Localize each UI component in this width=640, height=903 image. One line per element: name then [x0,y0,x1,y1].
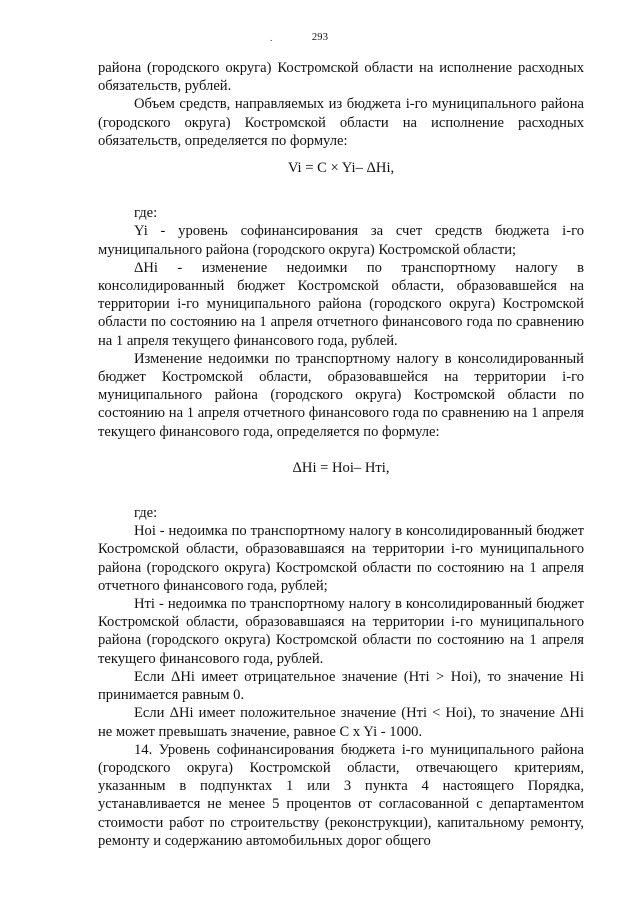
paragraph: Если ΔHi имеет отрицательное значение (Hтi > Hoi), то значение Hi принимается равным 0. [98,668,584,704]
formula: ΔHi = Hoi– Hтi, [292,459,390,476]
formula: Vi = C × Yi– ΔHi, [287,160,395,177]
where-label: где: [134,205,158,222]
paragraph: Hoi - недоимка по транспортному налогу в консолидированный бюджет Костромской области, образовавшаяся на территории i-го муниципального района (городского округа) Костромской области по состоянию на 1 апреля отчетного финансового года, рублей; [98,523,584,594]
paragraph: Объем средств, направляемых из бюджета i-го муниципального района (городского округа) Костромской области на исполнение расходных обязательств, определяется по формуле: [98,96,584,149]
page-number: 293 [311,32,329,43]
paragraph: Yi - уровень софинансирования за счет средств бюджета i-го муниципального района (городского округа) Костромской области; [98,223,584,258]
paragraph: Hтi - недоимка по транспортному налогу в консолидированный бюджет Костромской области, образовавшаяся на территории i-го муниципального района (городского округа) Костромской области по состоянию на 1 апреля текущего финансового года, рублей. [98,596,584,667]
paragraph: 14. Уровень софинансирования бюджета i-го муниципального района (городского округа) Костромской области, отвечающего критериям, указанным в подпунктах 1 или 3 пункта 4 настоящего Порядка, устанавливается не менее 5 процентов от согласованной с департаментом стоимости работ по строительству (реконструкции), капитальному ремонту, ремонту и содержанию автомобильных дорог общего [98,741,584,849]
paragraph: ΔHi - изменение недоимки по транспортному налогу в консолидированный бюджет Костромской области, образовавшейся на территории i-го муниципального района (городского округа) Костромской области по состоянию на 1 апреля отчетного финансового года по сравнению на 1 апреля текущего финансового года, рублей. [98,259,584,349]
where-label: где: [134,505,158,522]
paragraph: Если ΔHi имеет положительное значение (Hтi < Hoi), то значение ΔHi не может превышать значение, равное C x Yi - 1000. [98,705,584,740]
document-body [98,59,584,850]
paragraph: Изменение недоимки по транспортному налогу в консолидированный бюджет Костромской области, образовавшейся на территории i-го муниципального района (городского округа) Костромской области по состоянию на 1 апреля отчетного финансового года по сравнению на 1 апреля текущего финансового года, определяется по формуле: [98,350,584,440]
paragraph: района (городского округа) Костромской области на исполнение расходных обязательств, рублей. [98,60,584,95]
top-mark: . [270,33,273,43]
